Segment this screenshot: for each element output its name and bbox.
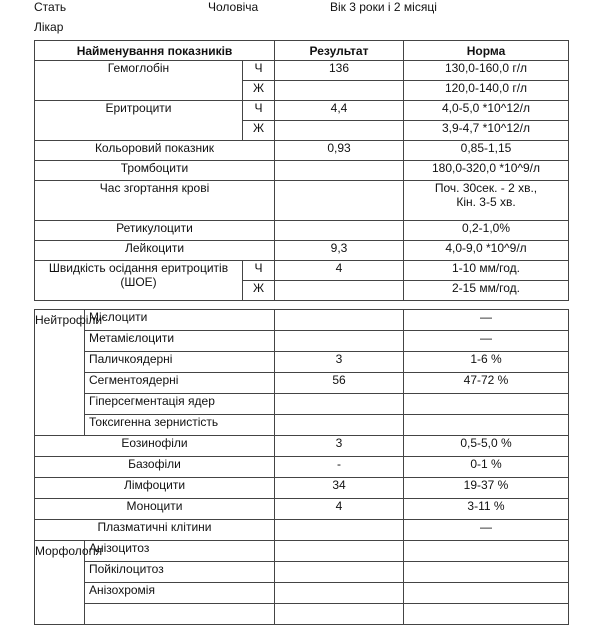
result-cell: 4 [275,261,404,281]
result-cell: 3 [275,352,404,373]
table-row [35,221,569,241]
table-row [35,141,569,161]
table-row [35,478,569,499]
morphology-label: Морфологія [35,544,103,558]
morphology-group-cell [35,541,103,625]
table-row [35,373,569,394]
norm-cell [404,415,569,436]
result-cell [275,331,404,352]
result-cell: 9,3 [275,241,404,261]
norm-cell: 120,0-140,0 г/л [404,81,569,101]
result-cell: - [275,457,404,478]
row-name: Лімфоцити [35,478,275,499]
result-cell [275,221,404,241]
table-row [35,331,569,352]
sex-cell: Ч [243,61,275,81]
sex-cell: Ч [243,101,275,121]
row-name: Тромбоцити [35,161,275,181]
row-name-line-2: (ШОЕ) [120,275,157,289]
norm-line-2: Кін. 3-5 хв. [456,195,516,209]
table-row [35,394,569,415]
result-cell: 56 [275,373,404,394]
result-cell: 3 [275,436,404,457]
sex-label: Стать [34,0,67,14]
row-name: Анізоцитоз [85,541,275,562]
row-name: Мієлоцити [85,310,275,331]
norm-cell: 3-11 % [404,499,569,520]
neutrophils-group-cell [35,310,103,436]
norm-cell: 180,0-320,0 *10^9/л [404,161,569,181]
result-cell: 4 [275,499,404,520]
norm-cell: 4,0-9,0 *10^9/л [404,241,569,261]
row-name-line-1: Швидкість осідання еритроцитів [48,261,229,275]
table-row [35,499,569,520]
result-cell: 0,93 [275,141,404,161]
norm-cell: 0,85-1,15 [404,141,569,161]
table-row [35,583,569,604]
norm-cell: — [404,331,569,352]
norm-cell [404,604,569,625]
col-header-norm: Норма [404,41,569,61]
result-cell [275,604,404,625]
row-name: Базофіли [35,457,275,478]
results-table [34,40,569,301]
doctor-label: Лікар [34,20,64,34]
result-cell [275,81,404,101]
norm-cell: 0,2-1,0% [404,221,569,241]
table-row [35,241,569,261]
table-row [35,520,569,541]
table-row [35,261,569,281]
results-table-lower [34,309,569,625]
row-name: Анізохромія [85,583,275,604]
row-name: Плазматичні клітини [35,520,275,541]
result-cell [275,181,404,221]
sex-cell: Ж [243,81,275,101]
sex-cell: Ж [243,281,275,301]
table-row [35,436,569,457]
norm-cell [404,394,569,415]
table-row [35,352,569,373]
row-name: Гіперсегментація ядер [85,394,275,415]
norm-cell [404,562,569,583]
table-row [35,61,569,81]
row-name: Метамієлоцити [85,331,275,352]
norm-cell: 3,9-4,7 *10^12/л [404,121,569,141]
result-cell [275,394,404,415]
row-name: Еритроцити [35,101,243,141]
norm-cell: — [404,310,569,331]
result-cell: 34 [275,478,404,499]
col-header-result: Результат [275,41,404,61]
norm-cell: 1-6 % [404,352,569,373]
row-name: Ретикулоцити [35,221,275,241]
norm-cell: 4,0-5,0 *10^12/л [404,101,569,121]
norm-cell [404,181,569,221]
table-row [35,457,569,478]
row-name: Еозинофіли [35,436,275,457]
table-row [35,310,569,331]
norm-cell: 0-1 % [404,457,569,478]
result-cell [275,583,404,604]
result-cell [275,161,404,181]
norm-cell: 19-37 % [404,478,569,499]
header [0,0,600,40]
result-cell [275,541,404,562]
row-name: Моноцити [35,499,275,520]
row-name: Паличкоядерні [85,352,275,373]
row-name [35,261,243,301]
table-row [35,562,569,583]
result-cell [275,310,404,331]
result-cell: 136 [275,61,404,81]
result-cell [275,121,404,141]
norm-cell [404,583,569,604]
result-cell [275,520,404,541]
col-header-name: Найменування показників [35,41,275,61]
table-row [35,415,569,436]
result-cell: 4,4 [275,101,404,121]
norm-cell: 0,5-5,0 % [404,436,569,457]
neutrophils-label: Нейтрофіли [35,313,103,327]
norm-cell: 2-15 мм/год. [404,281,569,301]
row-name: Кольоровий показник [35,141,275,161]
norm-cell: — [404,520,569,541]
table-row [35,161,569,181]
row-name [85,604,275,625]
sex-value: Чоловіча [208,0,259,14]
row-name: Гемоглобін [35,61,243,101]
norm-cell: 130,0-160,0 г/л [404,61,569,81]
age-value: Вік 3 роки і 2 місяці [330,0,437,14]
table-row [35,604,569,625]
result-cell [275,281,404,301]
table-row [35,101,569,121]
table-row [35,181,569,221]
row-name: Час згортання крові [35,181,275,221]
result-cell [275,415,404,436]
row-name: Пойкілоцитоз [85,562,275,583]
sex-cell: Ч [243,261,275,281]
row-name: Лейкоцити [35,241,275,261]
table-row [35,541,569,562]
result-cell [275,562,404,583]
table-header-row [35,41,569,61]
row-name: Токсигенна зернистість [85,415,275,436]
sex-cell: Ж [243,121,275,141]
norm-cell: 47-72 % [404,373,569,394]
row-name: Сегментоядерні [85,373,275,394]
norm-cell [404,541,569,562]
norm-cell: 1-10 мм/год. [404,261,569,281]
norm-line-1: Поч. 30сек. - 2 хв., [434,181,538,195]
